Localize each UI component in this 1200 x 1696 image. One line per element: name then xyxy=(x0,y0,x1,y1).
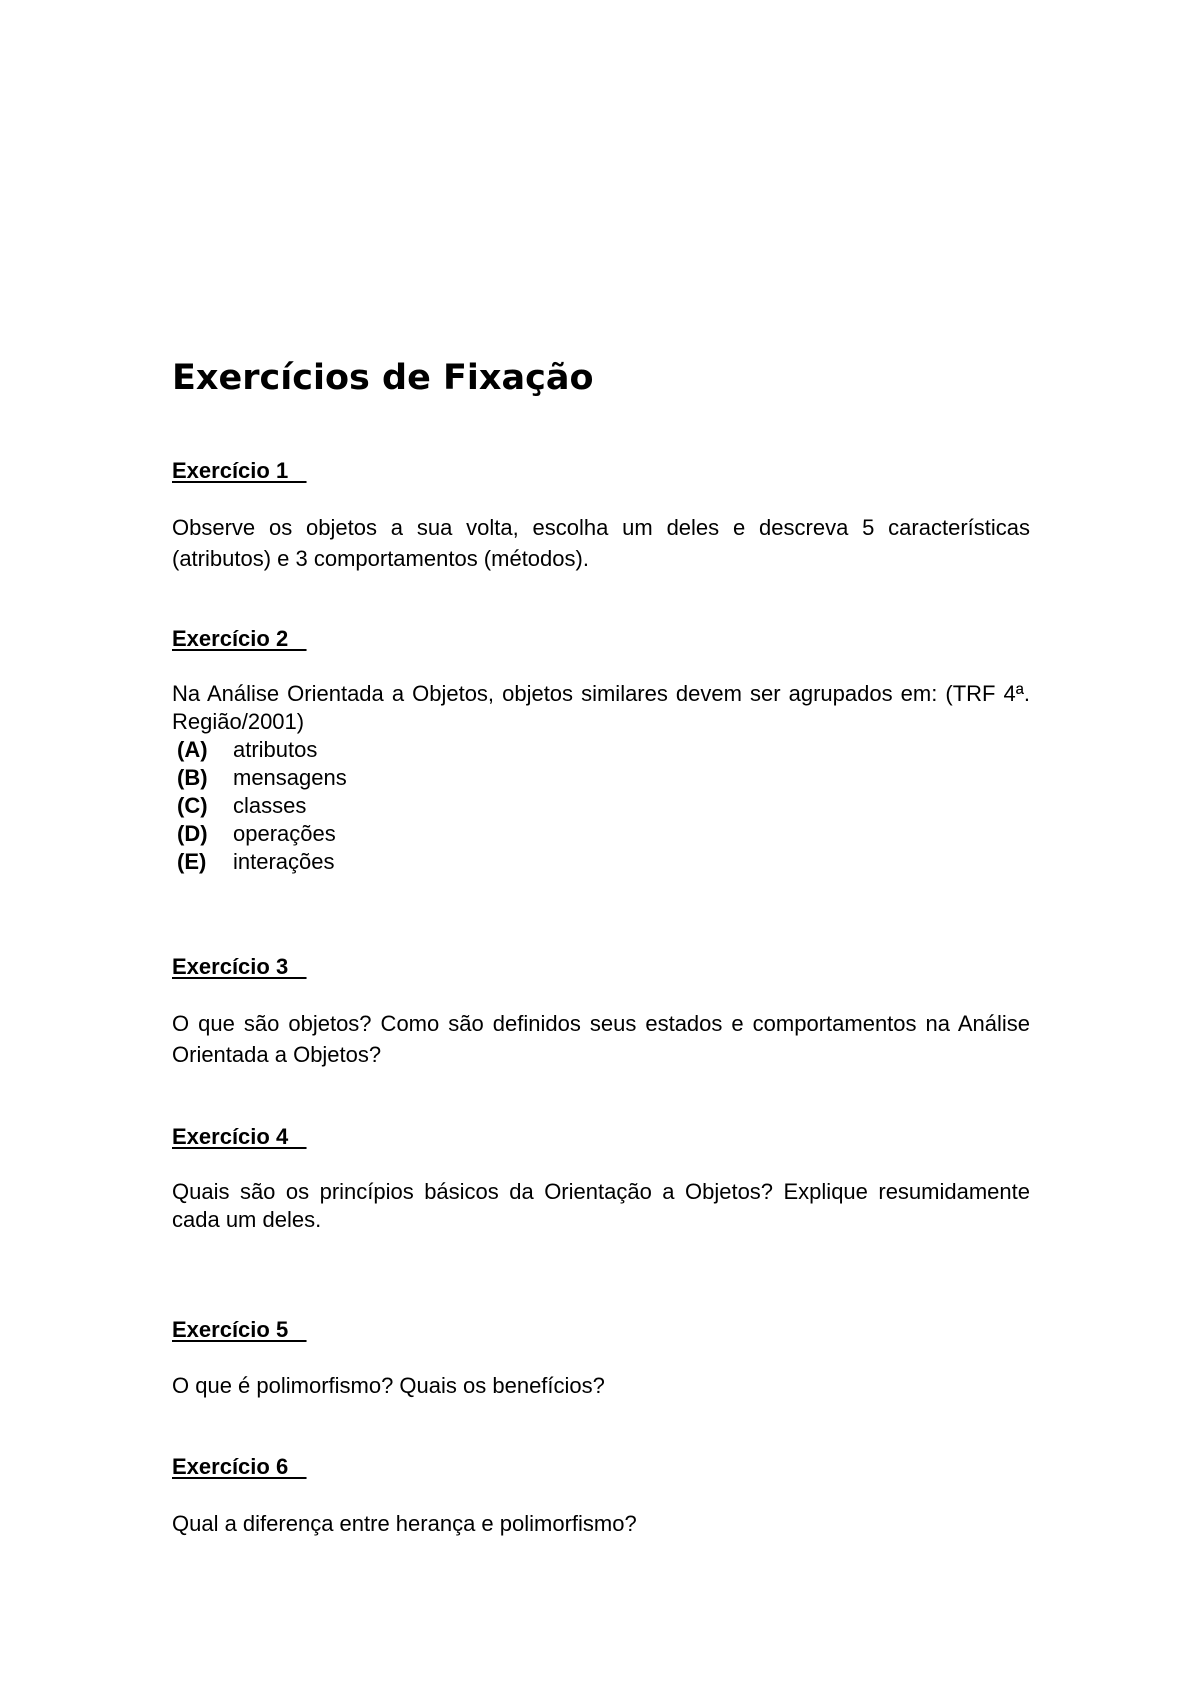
option-b xyxy=(172,764,347,792)
exercise-heading: Exercício 3 xyxy=(172,954,307,979)
option-a xyxy=(172,736,347,764)
exercise-text: O que são objetos? Como são definidos seus estados e comportamentos na Análise Orientada a Objetos? xyxy=(172,1011,1030,1067)
option-d xyxy=(172,820,347,848)
option-letter: (D) xyxy=(177,821,208,846)
option-text: operações xyxy=(233,821,336,846)
exercise-text: O que é polimorfismo? Quais os benefícios? xyxy=(172,1373,605,1398)
answer-options xyxy=(172,736,347,876)
option-text: atributos xyxy=(233,737,318,762)
option-letter: (B) xyxy=(177,765,208,790)
option-text: mensagens xyxy=(233,765,347,790)
option-e xyxy=(172,848,347,876)
page-title: Exercícios de Fixação xyxy=(172,358,594,398)
exercise-text: Na Análise Orientada a Objetos, objetos similares devem ser agrupados em: (TRF 4ª. Região/2001) xyxy=(172,681,1030,734)
exercise-text: Observe os objetos a sua volta, escolha um deles e descreva 5 características (atributos) e 3 comportamentos (métodos). xyxy=(172,515,1030,571)
exercise-heading: Exercício 2 xyxy=(172,626,307,651)
option-text: classes xyxy=(233,793,307,818)
option-c xyxy=(172,792,347,820)
exercise-heading: Exercício 1 xyxy=(172,458,307,483)
exercise-text: Quais são os princípios básicos da Orientação a Objetos? Explique resumidamente cada um deles. xyxy=(172,1179,1030,1232)
exercise-heading: Exercício 6 xyxy=(172,1454,307,1479)
exercise-heading: Exercício 4 xyxy=(172,1124,307,1149)
exercise-heading: Exercício 5 xyxy=(172,1317,307,1342)
option-letter: (C) xyxy=(177,793,208,818)
option-letter: (A) xyxy=(177,737,208,762)
option-letter: (E) xyxy=(177,849,207,874)
exercise-text: Qual a diferença entre herança e polimorfismo? xyxy=(172,1511,637,1536)
option-text: interações xyxy=(233,849,335,874)
